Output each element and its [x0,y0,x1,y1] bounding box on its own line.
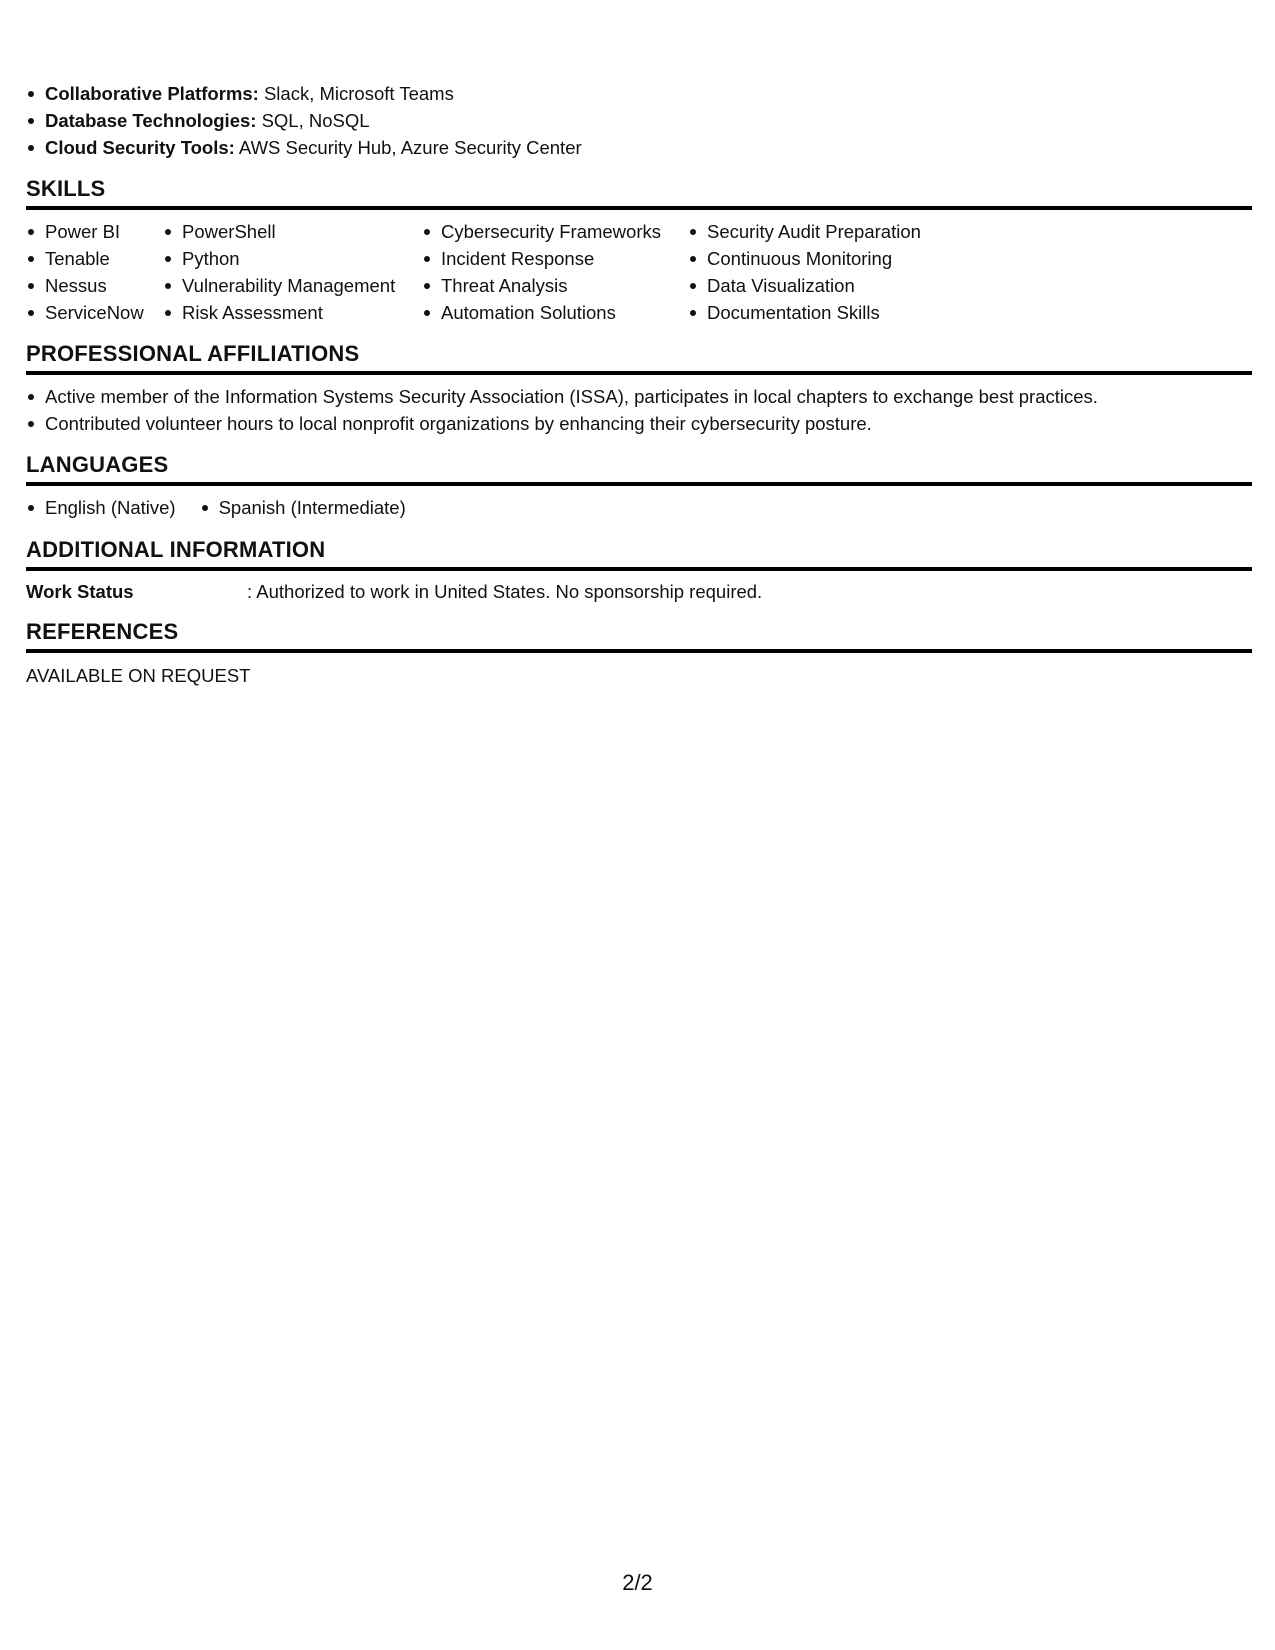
work-status-label: Work Status [26,581,134,602]
skill-item: Data Visualization [688,272,988,299]
skill-item: Continuous Monitoring [688,245,988,272]
affiliation-item: Active member of the Information Systems Security Association (ISSA), participates in local chapters to exchange best practices. [26,383,1252,410]
skill-item: Incident Response [422,245,688,272]
skill-item: Power BI [26,218,163,245]
skills-column [163,218,422,326]
skill-item: ServiceNow [26,299,163,326]
skills-section [26,176,1252,326]
tool-value: Slack, Microsoft Teams [258,83,454,104]
language-item: English (Native) [26,494,176,521]
skill-item: PowerShell [163,218,422,245]
skill-item: Security Audit Preparation [688,218,988,245]
tool-label: Cloud Security Tools: [45,137,235,158]
references-text: AVAILABLE ON REQUEST [26,665,251,686]
list-item [26,134,582,161]
section-title-references: REFERENCES [26,619,1252,653]
tool-value: AWS Security Hub, Azure Security Center [234,137,582,158]
skill-item: Tenable [26,245,163,272]
page-number: 2/2 [622,1570,653,1595]
section-title-affiliations: PROFESSIONAL AFFILIATIONS [26,341,1252,375]
skill-item: Vulnerability Management [163,272,422,299]
language-item: Spanish (Intermediate) [200,494,406,521]
list-item [26,107,582,134]
skill-item: Cybersecurity Frameworks [422,218,688,245]
skills-column [422,218,688,326]
languages-section [26,452,1252,521]
section-title-languages: LANGUAGES [26,452,1252,486]
affiliation-item: Contributed volunteer hours to local nonprofit organizations by enhancing their cybersecurity posture. [26,410,1252,437]
skills-grid [26,218,1252,326]
tool-label: Database Technologies: [45,110,257,131]
skill-item: Automation Solutions [422,299,688,326]
skill-item: Python [163,245,422,272]
work-status-row [26,578,1252,605]
skill-item: Risk Assessment [163,299,422,326]
languages-list [26,494,1252,521]
list-item [26,80,582,107]
affiliations-list [26,383,1252,437]
skills-column [26,218,163,326]
tools-list [26,80,582,161]
section-title-additional: ADDITIONAL INFORMATION [26,537,1252,571]
work-status-value: : Authorized to work in United States. No sponsorship required. [247,581,763,602]
affiliations-section [26,341,1252,437]
skill-item: Nessus [26,272,163,299]
references-section [26,619,1252,689]
tool-value: SQL, NoSQL [256,110,370,131]
skills-column [688,218,988,326]
additional-section [26,537,1252,605]
skill-item: Threat Analysis [422,272,688,299]
tool-label: Collaborative Platforms: [45,83,259,104]
section-title-skills: SKILLS [26,176,1252,210]
skill-item: Documentation Skills [688,299,988,326]
